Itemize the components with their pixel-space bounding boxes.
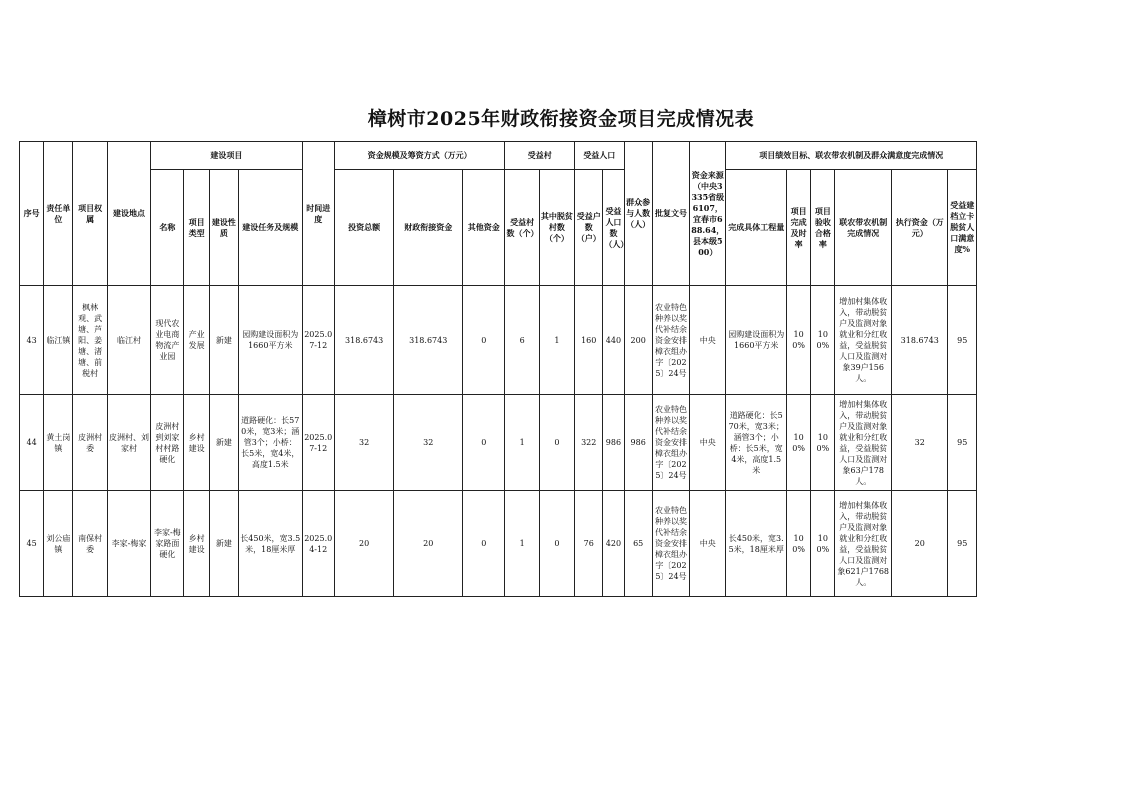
cell-poor-villages: 0 [539, 395, 574, 491]
cell-poor-villages: 1 [539, 286, 574, 395]
header-progress: 时间进度 [302, 142, 334, 286]
cell-pass-rate: 100% [811, 491, 835, 597]
cell-task: 长450米，宽3.5米，18厘米厚 [238, 491, 302, 597]
cell-type: 乡村建设 [184, 491, 209, 597]
cell-other: 0 [463, 491, 505, 597]
header-task: 建设任务及规模 [238, 170, 302, 286]
cell-satisfaction: 95 [948, 395, 977, 491]
cell-name: 李家-梅家路面硬化 [151, 491, 184, 597]
header-mass: 群众参与人数（人） [624, 142, 652, 286]
cell-source: 中央 [690, 395, 726, 491]
cell-source: 中央 [690, 491, 726, 597]
header-row-2 [20, 170, 977, 286]
cell-households: 322 [575, 395, 603, 491]
cell-location: 皮洲村、刘家村 [107, 395, 150, 491]
header-fiscal: 财政衔接资金 [394, 170, 463, 286]
cell-completed: 长450米，宽3.5米，18厘米厚 [726, 491, 787, 597]
header-type: 项目类型 [184, 170, 209, 286]
cell-population: 420 [603, 491, 624, 597]
cell-executed: 20 [891, 491, 948, 597]
cell-other: 0 [463, 395, 505, 491]
cell-completed: 道路硬化：长570米，宽3米；涵管3个；小桥：长5米，宽4米，高度1.5米 [726, 395, 787, 491]
cell-villages: 1 [505, 491, 539, 597]
header-name: 名称 [151, 170, 184, 286]
cell-completed: 园购建设面积为1660平方米 [726, 286, 787, 395]
header-total: 投资总额 [334, 170, 394, 286]
cell-task: 道路硬化：长570米，宽3米；涵管3个；小桥：长5米，宽4米，高度1.5米 [238, 395, 302, 491]
header-ontime: 项目完成及时率 [787, 170, 811, 286]
header-mechanism: 联农带农机制完成情况 [835, 170, 892, 286]
project-table [19, 141, 977, 597]
cell-seq: 43 [20, 286, 44, 395]
cell-nature: 新建 [209, 395, 238, 491]
cell-population: 986 [603, 395, 624, 491]
cell-owner: 枫林观、武塘、芦阳、姜塘、渚塘、前税村 [73, 286, 107, 395]
cell-nature: 新建 [209, 286, 238, 395]
cell-villages: 1 [505, 395, 539, 491]
cell-progress: 2025.04-12 [302, 491, 334, 597]
cell-total: 20 [334, 491, 394, 597]
cell-population: 440 [603, 286, 624, 395]
cell-owner: 南保村委 [73, 491, 107, 597]
cell-pass-rate: 100% [811, 395, 835, 491]
cell-approval: 农业特色种养以奖代补结余资金安排樟衣组办字〔2025〕24号 [652, 491, 689, 597]
cell-mass: 986 [624, 395, 652, 491]
cell-other: 0 [463, 286, 505, 395]
cell-owner: 皮洲村委 [73, 395, 107, 491]
cell-ontime: 100% [787, 395, 811, 491]
cell-location: 李家-梅家 [107, 491, 150, 597]
header-village-group: 受益村 [505, 142, 575, 170]
header-fund-group: 资金规模及筹资方式（万元） [334, 142, 505, 170]
cell-fiscal: 32 [394, 395, 463, 491]
cell-progress: 2025.07-12 [302, 395, 334, 491]
header-completed: 完成具体工程量 [726, 170, 787, 286]
cell-households: 160 [575, 286, 603, 395]
header-nature: 建设性质 [209, 170, 238, 286]
header-row-1 [20, 142, 977, 170]
cell-approval: 农业特色种养以奖代补结余资金安排樟衣组办字〔2025〕24号 [652, 395, 689, 491]
cell-seq: 45 [20, 491, 44, 597]
cell-mechanism: 增加村集体收入，带动脱贫户及监测对象就业和分红收益，受益脱贫人口及监测对象39户156人。 [835, 286, 892, 395]
cell-type: 产业发展 [184, 286, 209, 395]
header-people-group: 受益人口 [575, 142, 624, 170]
cell-progress: 2025.07-12 [302, 286, 334, 395]
header-approval: 批复文号 [652, 142, 689, 286]
table-row [20, 286, 977, 395]
header-satisfaction: 受益建档立卡脱贫人口满意度% [948, 170, 977, 286]
cell-ontime: 100% [787, 491, 811, 597]
header-seq: 序号 [20, 142, 44, 286]
cell-unit: 临江镇 [44, 286, 73, 395]
cell-total: 32 [334, 395, 394, 491]
cell-fiscal: 318.6743 [394, 286, 463, 395]
cell-location: 临江村 [107, 286, 150, 395]
cell-pass-rate: 100% [811, 286, 835, 395]
header-executed: 执行资金（万元） [891, 170, 948, 286]
header-population: 受益人口数（人） [603, 170, 624, 286]
cell-mass: 200 [624, 286, 652, 395]
cell-source: 中央 [690, 286, 726, 395]
cell-mechanism: 增加村集体收入，带动脱贫户及监测对象就业和分红收益，受益脱贫人口及监测对象63户178人。 [835, 395, 892, 491]
cell-type: 乡村建设 [184, 395, 209, 491]
cell-task: 园购建设面积为1660平方米 [238, 286, 302, 395]
cell-ontime: 100% [787, 286, 811, 395]
cell-approval: 农业特色种养以奖代补结余资金安排樟衣组办字〔2025〕24号 [652, 286, 689, 395]
cell-mechanism: 增加村集体收入，带动脱贫户及监测对象就业和分红收益，受益脱贫人口及监测对象621户1768人。 [835, 491, 892, 597]
header-pass-rate: 项目验收合格率 [811, 170, 835, 286]
header-unit: 责任单位 [44, 142, 73, 286]
cell-executed: 318.6743 [891, 286, 948, 395]
cell-total: 318.6743 [334, 286, 394, 395]
header-perf-group: 项目绩效目标、联农带农机制及群众满意度完成情况 [726, 142, 977, 170]
cell-satisfaction: 95 [948, 286, 977, 395]
cell-executed: 32 [891, 395, 948, 491]
header-other: 其他资金 [463, 170, 505, 286]
cell-satisfaction: 95 [948, 491, 977, 597]
cell-mass: 65 [624, 491, 652, 597]
header-poor-villages: 其中脱贫村数（个） [539, 170, 574, 286]
cell-unit: 刘公庙镇 [44, 491, 73, 597]
table-row [20, 395, 977, 491]
header-villages: 受益村数（个） [505, 170, 539, 286]
header-households: 受益户数（户） [575, 170, 603, 286]
cell-nature: 新建 [209, 491, 238, 597]
cell-name: 皮洲村到刘家村村路硬化 [151, 395, 184, 491]
cell-villages: 6 [505, 286, 539, 395]
header-owner: 项目权属 [73, 142, 107, 286]
header-location: 建设地点 [107, 142, 150, 286]
cell-name: 现代农业电商物流产业园 [151, 286, 184, 395]
header-source: 资金来源（中央3335省级6107，宜春市688.64，县本级500） [690, 142, 726, 286]
cell-fiscal: 20 [394, 491, 463, 597]
cell-poor-villages: 0 [539, 491, 574, 597]
header-project-group: 建设项目 [151, 142, 302, 170]
table-row [20, 491, 977, 597]
cell-unit: 黄土岗镇 [44, 395, 73, 491]
page-title: 樟树市2025年财政衔接资金项目完成情况表 [367, 108, 755, 130]
cell-seq: 44 [20, 395, 44, 491]
cell-households: 76 [575, 491, 603, 597]
